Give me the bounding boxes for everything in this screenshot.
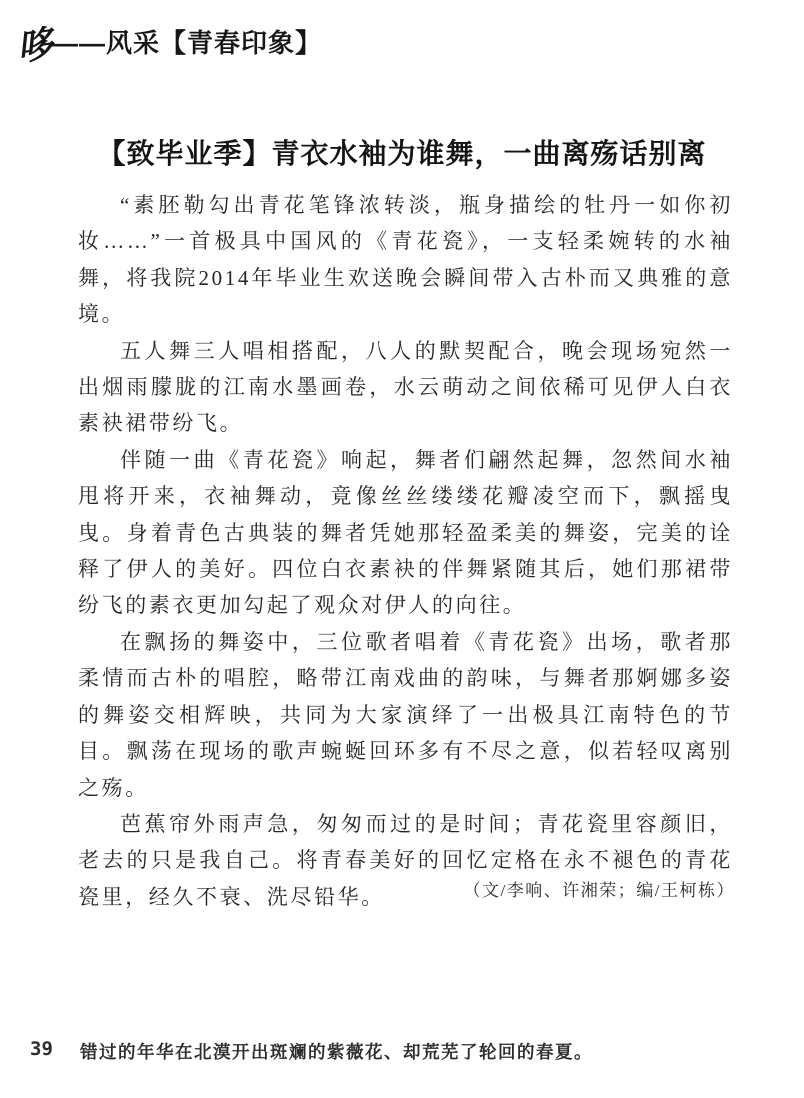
article-paragraph: 伴随一曲《青花瓷》响起，舞者们翩然起舞，忽然间水袖甩将开来，衣袖舞动，竟像丝丝缕缕花瓣凌空而下，飘摇曳曳。身着青色古典装的舞者凭她那轻盈柔美的舞姿，完美的诠释了伊人的美好。四位白衣素袂的伴舞紧随其后，她们那裙带纷飞的素衣更加勾起了观众对伊人的向往。 xyxy=(78,447,733,618)
article-body xyxy=(78,187,733,915)
article-paragraph: 芭蕉帘外雨声急，匆匆而过的是时间；青花瓷里容颜旧，老去的只是我自己。将青春美好的回忆定格在永不褪色的青花瓷里，经久不衰、洗尽铅华。 xyxy=(78,811,733,909)
running-head-logo-char: 哆 xyxy=(13,22,56,70)
article-title: 【致毕业季】青衣水袖为谁舞，一曲离殇话别离 xyxy=(97,137,707,169)
article-paragraph: 在飘扬的舞姿中，三位歌者唱着《青花瓷》出场，歌者那柔情而古朴的唱腔，略带江南戏曲的韵味，与舞者那婀娜多姿的舞姿交相辉映，共同为大家演绎了一出极具江南特色的节目。飘荡在现场的歌声蜿蜒回环多有不尽之意，似若轻叹离别之殇。 xyxy=(78,629,733,800)
page-number: 39 xyxy=(30,1038,53,1060)
article-paragraph: 五人舞三人唱相搭配，八人的默契配合，晚会现场宛然一出烟雨朦胧的江南水墨画卷，水云萌动之间依稀可见伊人白衣素袂裙带纷飞。 xyxy=(78,338,733,436)
running-head-text: ——风采【青春印象】 xyxy=(52,28,323,58)
attribution-line: （文/李响、许湘荣；编/王柯栋） xyxy=(463,881,735,900)
running-head xyxy=(13,16,323,70)
footer-quote: 错过的年华在北漠开出斑斓的紫薇花、却荒芜了轮回的春夏。 xyxy=(80,1042,593,1062)
article-paragraph: “素胚勒勾出青花笔锋浓转淡，瓶身描绘的牡丹一如你初妆……”一首极具中国风的《青花瓷》，一支轻柔婉转的水袖舞，将我院2014年毕业生欢送晚会瞬间带入古朴而又典雅的意境。 xyxy=(78,193,733,327)
